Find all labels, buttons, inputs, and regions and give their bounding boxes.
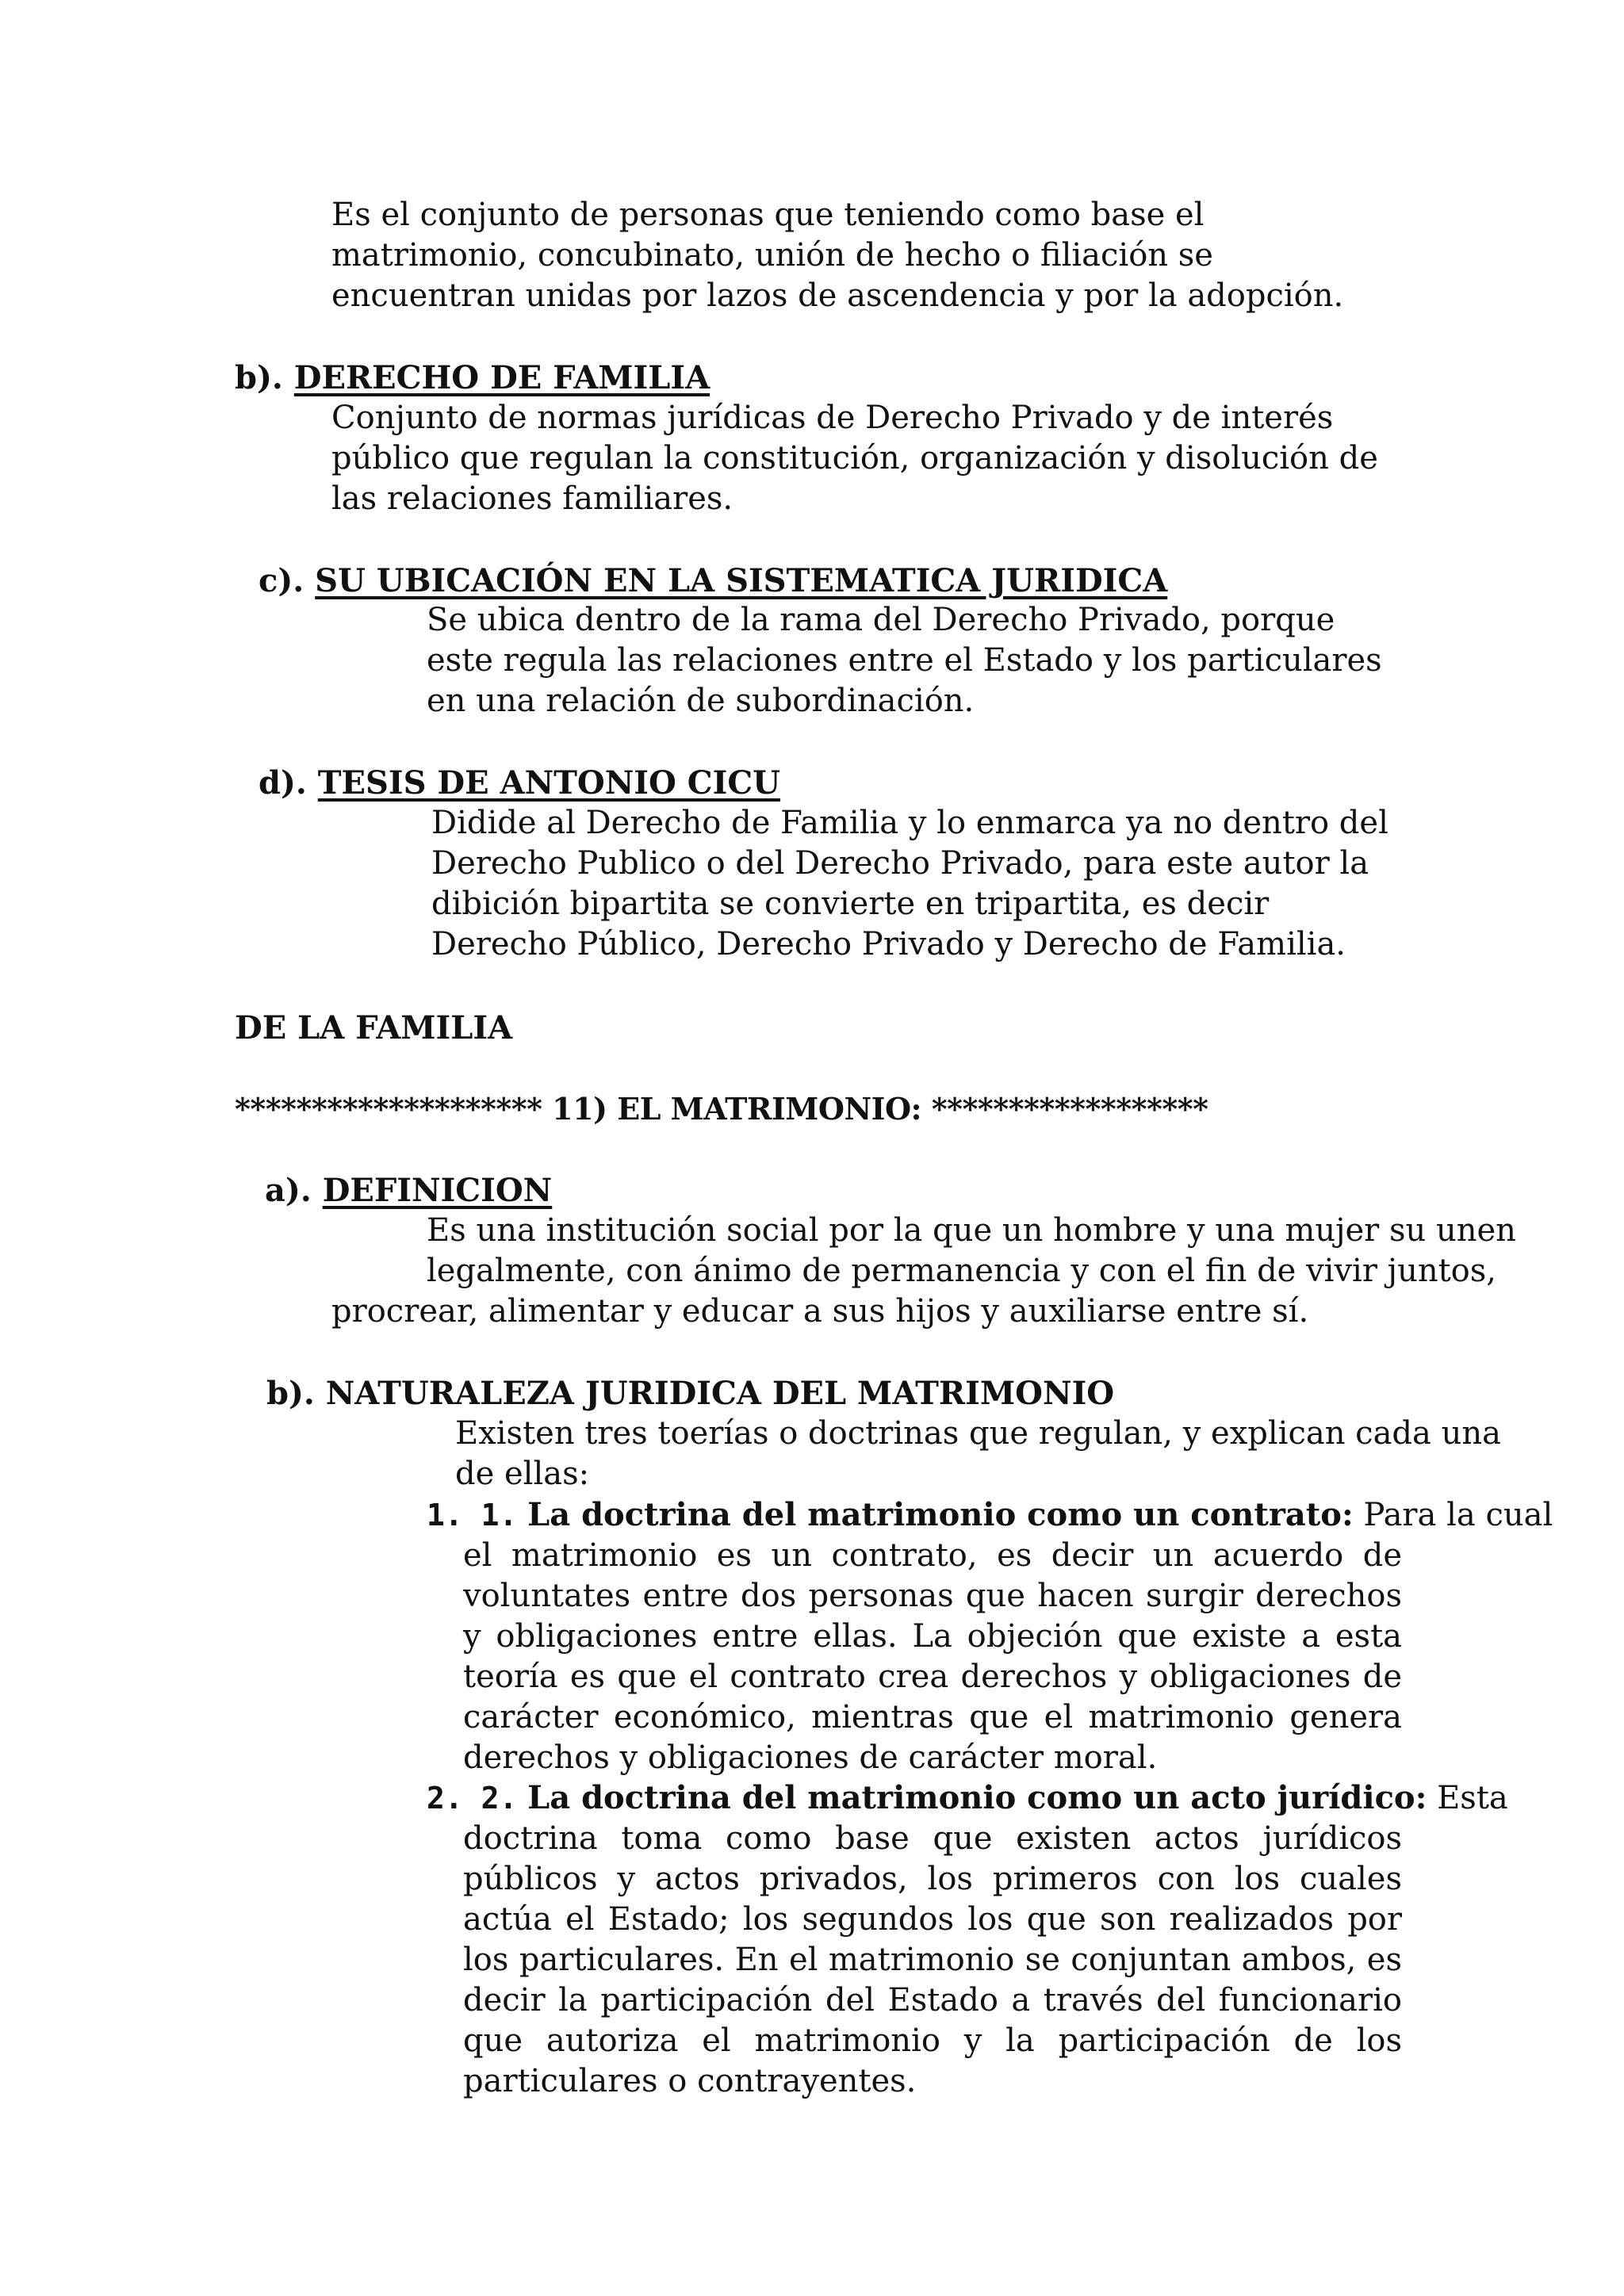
section-a2-line1: Es una institución social por la que un hombre y una mujer su unen [427, 1212, 1516, 1249]
de-la-familia-heading: DE LA FAMILIA [235, 1009, 513, 1047]
section-b-text: Conjunto de normas jurídicas de Derecho Privado y de interés público que regulan la constitución, organización y disolución de las relaciones familiares. [331, 400, 1378, 517]
list-item-bold: La doctrina del matrimonio como un contrato: [527, 1496, 1354, 1533]
section-b2-heading: b). NATURALEZA JURIDICA DEL MATRIMONIO [266, 1375, 1115, 1412]
section-d-title: TESIS DE ANTONIO CICU [317, 764, 781, 802]
list-item [427, 1777, 1508, 2102]
familia-definition: Es el conjunto de personas que teniendo como base el matrimonio, concubinato, unión de hecho o filiación se encuentran unidas por lazos de ascendencia y por la adopción. [331, 197, 1344, 314]
section-c-title: SU UBICACIÓN EN LA SISTEMATICA JURIDICA [315, 562, 1168, 599]
section-d-heading [259, 763, 780, 803]
list-item [427, 1494, 1553, 1778]
list-item-marker: 2. 2. [427, 1781, 518, 1816]
list-item-first-rest: Para la cual [1353, 1497, 1553, 1533]
section-a2-heading [265, 1170, 552, 1211]
list-item-marker: 1. 1. [427, 1498, 518, 1533]
list-item-first-line [427, 1777, 1508, 1819]
list-item-body: el matrimonio es un contrato, es decir un acuerdo de voluntates entre dos personas que hacen surgir derechos y obligaciones entre ellas. La objeción que existe a esta teoría es que el contrato crea derechos y obligaciones de carácter económico, mientras que el matrimonio genera derechos y obligaciones de carácter moral. [463, 1537, 1402, 1776]
section-a2-prefix: a). [265, 1172, 312, 1209]
list-item-first-line [427, 1494, 1553, 1536]
section-d-prefix: d). [259, 764, 307, 802]
list-item-bold: La doctrina del matrimonio como un acto jurídico: [527, 1779, 1427, 1816]
section-c-heading [259, 561, 1167, 601]
section-b-title: DERECHO DE FAMILIA [293, 359, 710, 396]
section-b2-intro-line1: Existen tres toerías o doctrinas que regulan, y explican cada una [455, 1415, 1501, 1452]
matrimonio-heading: ******************** 11) EL MATRIMONIO: ****************** [235, 1091, 1208, 1127]
section-c-text: Se ubica dentro de la rama del Derecho Privado, porque este regula las relaciones entre el Estado y los particulares en una relación de subordinación. [427, 602, 1382, 719]
list-item-first-rest: Esta [1427, 1780, 1508, 1816]
section-c-prefix: c). [259, 562, 304, 599]
section-b-heading [235, 358, 710, 398]
section-b2-intro-line2: de ellas: [455, 1456, 590, 1492]
section-d-text: Didide al Derecho de Familia y lo enmarca ya no dentro del Derecho Publico o del Derecho Privado, para este autor la dibición bipartita se convierte en tripartita, es decir Derecho Público, Derecho Privado y Derecho de Familia. [431, 805, 1388, 962]
section-a2-title: DEFINICION [322, 1172, 553, 1209]
section-a2-line3: procrear, alimentar y educar a sus hijos y auxiliarse entre sí. [331, 1293, 1309, 1330]
section-b-prefix: b). [235, 359, 283, 396]
list-item-body: doctrina toma como base que existen actos jurídicos públicos y actos privados, los primeros con los cuales actúa el Estado; los segundos los que son realizados por los particulares. En el matrimonio se conjuntan ambos, es decir la participación del Estado a través del funcionario que autoriza el matrimonio y la participación de los particulares o contrayentes. [463, 1820, 1402, 2099]
section-a2-line2: legalmente, con ánimo de permanencia y con el fin de vivir juntos, [427, 1253, 1497, 1289]
